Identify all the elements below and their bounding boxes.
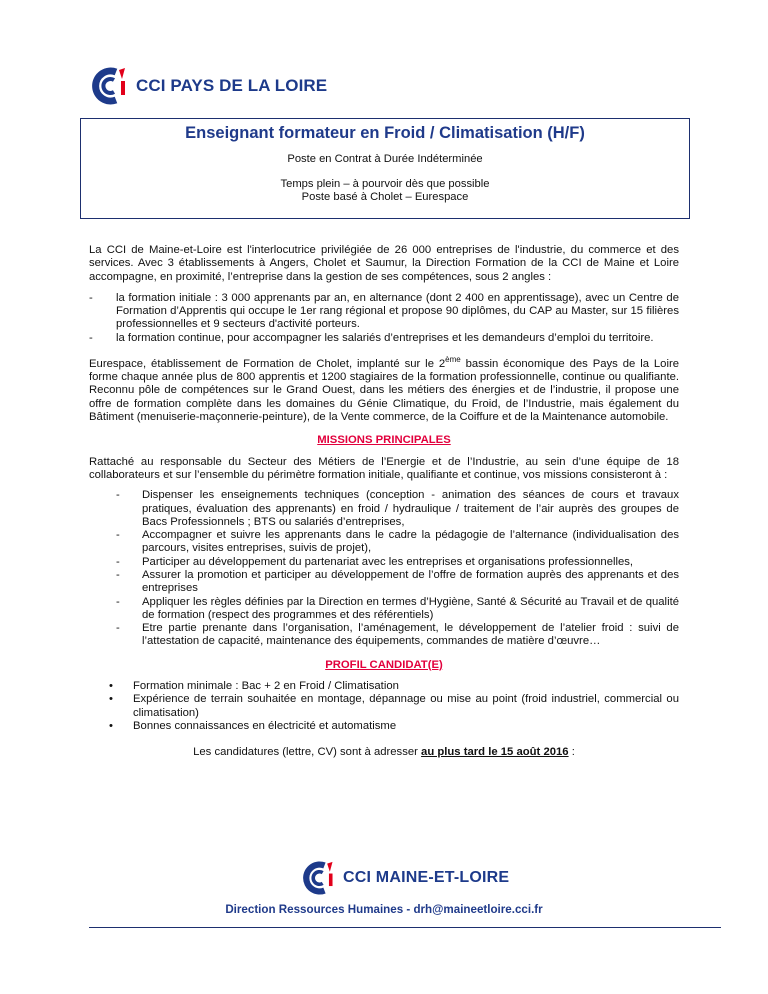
list-item: - la formation continue, pour accompagner les salariés d’entreprises et les demandeurs d’emploi du territoire. [89, 332, 679, 345]
list-item: - Appliquer les règles définies par la Direction en termes d’Hygiène, Santé & Sécurité au Travail et de qualité de formation (respect des programmes et des référentiels) [89, 596, 679, 623]
eurespace-paragraph: Eurespace, établissement de Formation de Cholet, implanté sur le 2ème bassin économique des Pays de la Loire forme chaque année plus de 800 apprentis et 1200 stagiaires de la formation professionnelle, continue ou qualifiante. Reconnu pôle de compétences sur le Grand Ouest, dans les métiers des énergies et de l’industrie, il propose une offre de formation complète dans les domaines du Génie Climatique, du Froid, de l’Industrie, mais également du Bâtiment (menuiserie-maçonnerie-peinture), de la Vente commerce, de la Coiffure et de la Maintenance automobile. [89, 355, 679, 424]
list-item: • Formation minimale : Bac + 2 en Froid / Climatisation [89, 680, 679, 693]
missions-list [89, 489, 679, 649]
footer-divider [89, 927, 721, 928]
list-item: - Participer au développement du partenariat avec les entreprises et organisations professionnelles, [89, 556, 679, 569]
cci-pays-de-la-loire-logo [92, 66, 327, 106]
missions-intro: Rattaché au responsable du Secteur des Métiers de l’Energie et de l’Industrie, au sein d’une équipe de 18 collaborateurs et sur l’ensemble du périmètre formation initiale, qualifiante et continue, vos missions consisteront à : [89, 455, 679, 481]
profile-list [89, 680, 679, 733]
application-deadline: au plus tard le 15 août 2016 [421, 746, 569, 759]
list-item: - Etre partie prenante dans l’organisation, l’aménagement, le développement de l’atelier froid : suivi de l’attestation de capacité, maintenance des équipements, commandes de matière d’œuvre… [89, 622, 679, 649]
profile-title: PROFIL CANDIDAT(E) [325, 658, 443, 671]
hr-contact: Direction Ressources Humaines - drh@maineetloire.cci.fr [225, 903, 543, 916]
list-item: - Accompagner et suivre les apprenants dans le cadre la pédagogie de l’alternance (individualisation des parcours, visites entreprises, suivis de projet), [89, 529, 679, 556]
cci-logo-icon [303, 860, 337, 896]
list-item: • Expérience de terrain souhaitée en montage, dépannage ou mise au point (froid industriel, commercial ou climatisation) [89, 693, 679, 720]
list-item: - la formation initiale : 3 000 apprenants par an, en alternance (dont 2 400 en apprentissage), avec un Centre de Formation d’Apprentis qui occupe le 1er rang régional et propose 90 diplômes, du CAP au Master, sur 15 filières professionnelles et 9 secteurs d'activité porteurs. [89, 292, 679, 332]
logo-text: CCI PAYS DE LA LOIRE [136, 76, 328, 95]
schedule: Temps plein – à pourvoir dès que possible [280, 178, 490, 190]
job-description [89, 244, 679, 760]
missions-title: MISSIONS PRINCIPALES [317, 434, 451, 447]
contract-type: Poste en Contrat à Durée Indéterminée [287, 153, 483, 165]
list-item: - Assurer la promotion et participer au développement de l’offre de formation auprès des apprenants et des entreprises [89, 569, 679, 596]
job-header-box [80, 118, 690, 219]
logo-text: CCI MAINE-ET-LOIRE [343, 869, 510, 886]
list-item: • Bonnes connaissances en électricité et automatisme [89, 720, 679, 733]
intro-paragraph: La CCI de Maine-et-Loire est l'interlocutrice privilégiée de 26 000 entreprises de l'industrie, du commerce et des services. Avec 3 établissements à Angers, Cholet et Saumur, la Direction Formation de la CCI de Maine et Loire accompagne, en proximité, l’entreprise dans la gestion de ses compétences, sous 2 angles : [89, 244, 679, 283]
cci-maine-et-loire-logo [303, 860, 509, 896]
job-title: Enseignant formateur en Froid / Climatisation (H/F) [185, 124, 585, 142]
list-item: - Dispenser les enseignements techniques (conception - animation des séances de cours et travaux pratiques, évaluation des apprenants) en froid / hydraulique / traitement de l’air auprès des groupes de Bacs Professionnels ; BTS ou salariés d’entreprises, [89, 489, 679, 529]
cci-logo-icon [92, 66, 130, 106]
application-instructions: Les candidatures (lettre, CV) sont à adresser au plus tard le 15 août 2016 : [193, 746, 575, 759]
training-angles-list [89, 292, 679, 345]
location: Poste basé à Cholet – Eurespace [301, 191, 469, 203]
